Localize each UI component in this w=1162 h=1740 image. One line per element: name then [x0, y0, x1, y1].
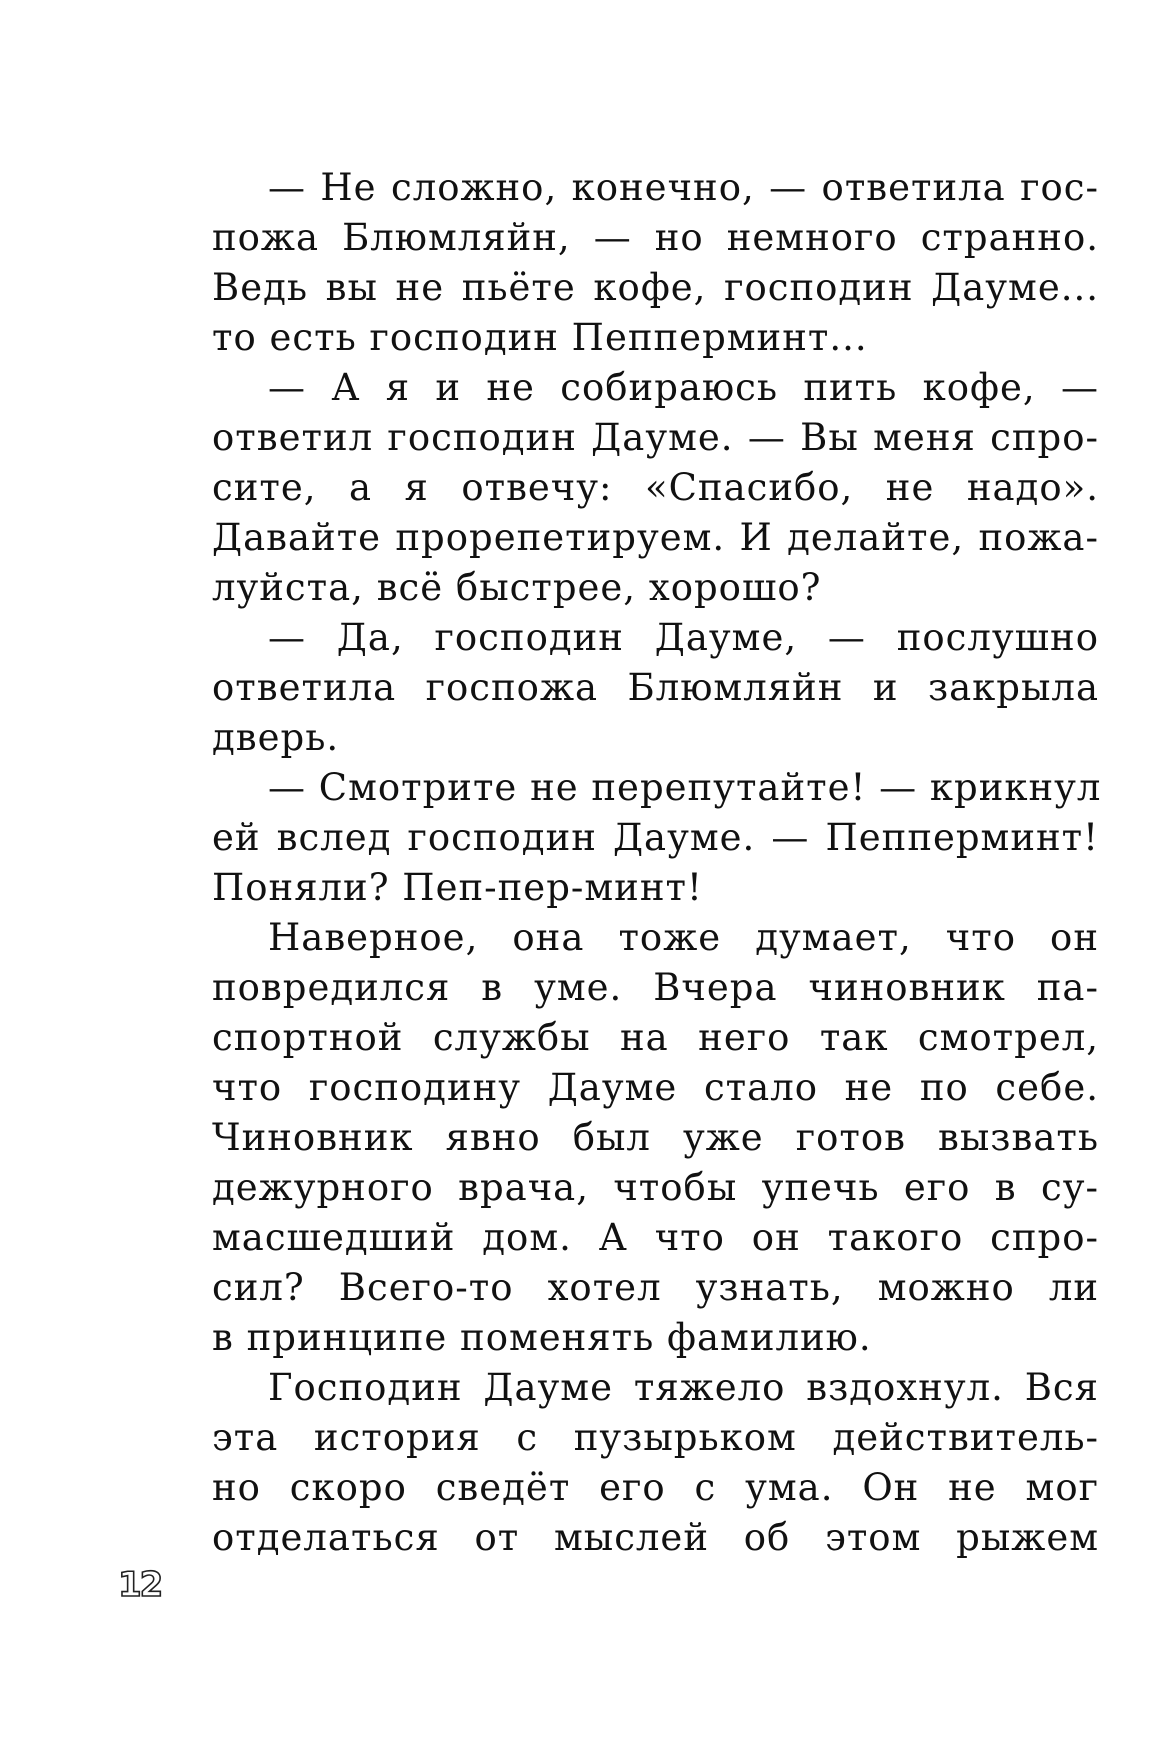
text-line: отделаться от мыслей об этом рыжем: [212, 1516, 1099, 1559]
text-line: Чиновник явно был уже готов вызвать: [212, 1116, 1099, 1159]
text-line: — Не сложно, конечно, — ответила гос-: [268, 166, 1099, 209]
text-line: пожа Блюмляйн, — но немного странно.: [212, 216, 1099, 259]
text-line: — А я и не собираюсь пить кофе, —: [268, 366, 1099, 409]
paragraph: [212, 913, 1099, 1363]
text-line: то есть господин Пепперминт...: [212, 316, 868, 359]
paragraph: [212, 763, 1102, 913]
text-line: сил? Всего-то хотел узнать, можно ли: [212, 1266, 1099, 1309]
text-line: в принципе поменять фамилию.: [212, 1316, 872, 1359]
text-line: Поняли? Пеп-пер-минт!: [212, 866, 703, 909]
paragraph: [212, 613, 1099, 763]
text-line: Наверное, она тоже думает, что он: [268, 916, 1099, 959]
text-line: эта история с пузырьком действитель-: [212, 1416, 1099, 1459]
text-line: спортной службы на него так смотрел,: [212, 1016, 1099, 1059]
text-line: — Да, господин Дауме, — послушно: [268, 616, 1099, 659]
text-line: ответила госпожа Блюмляйн и закрыла: [212, 666, 1099, 709]
text-line: Ведь вы не пьёте кофе, господин Дауме...: [212, 266, 1099, 309]
text-line: ответил господин Дауме. — Вы меня спро-: [212, 416, 1099, 459]
text-line: — Смотрите не перепутайте! — крикнул: [268, 766, 1102, 809]
paragraph: [212, 163, 1099, 363]
page-number: 12: [118, 1565, 162, 1605]
text-line: дежурного врача, чтобы упечь его в су-: [212, 1166, 1099, 1209]
text-line: но скоро сведёт его с ума. Он не мог: [212, 1466, 1099, 1509]
text-line: Господин Дауме тяжело вздохнул. Вся: [268, 1366, 1099, 1409]
text-line: Давайте прорепетируем. И делайте, пожа-: [212, 516, 1099, 559]
text-line: что господину Дауме стало не по себе.: [212, 1066, 1099, 1109]
text-line: дверь.: [212, 716, 340, 759]
text-line: масшедший дом. А что он такого спро-: [212, 1216, 1099, 1259]
text-line: повредился в уме. Вчера чиновник па-: [212, 966, 1099, 1009]
text-line: луйста, всё быстрее, хорошо?: [212, 566, 822, 609]
text-line: сите, а я отвечу: «Спасибо, не надо».: [212, 466, 1099, 509]
text-line: ей вслед господин Дауме. — Пепперминт!: [212, 816, 1099, 859]
body-text: [212, 163, 1102, 1563]
paragraph: [212, 1363, 1099, 1563]
paragraph: [212, 363, 1099, 613]
